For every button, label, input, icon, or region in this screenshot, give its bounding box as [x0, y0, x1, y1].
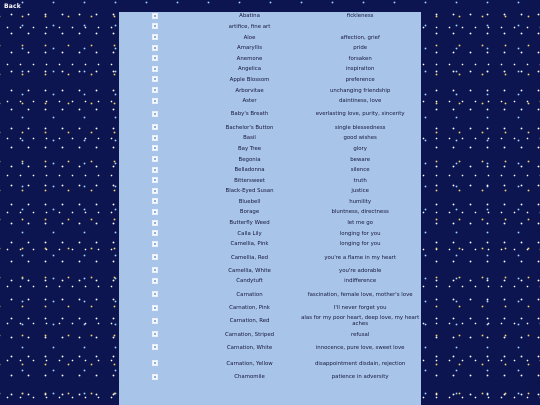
broken-image-icon: [152, 267, 158, 273]
flower-row: [119, 314, 421, 330]
flower-name: Baby's Breath: [230, 111, 269, 118]
flower-meaning: inspiraiton: [345, 66, 375, 73]
flower-name: Bittersweet: [234, 177, 265, 184]
flower-row: [119, 33, 421, 44]
broken-image-icon: [152, 230, 158, 236]
broken-image-icon: [152, 23, 158, 29]
flower-meaning: fickleness: [346, 13, 374, 20]
broken-image-icon: [152, 76, 158, 82]
flower-row: [119, 250, 421, 266]
flower-image-cell: [119, 54, 200, 65]
broken-image-icon: [152, 55, 158, 61]
flower-row: [119, 134, 421, 145]
broken-image-icon: [152, 291, 158, 297]
flower-image-cell: [119, 250, 200, 266]
flower-meaning: alas for my poor heart, deep love, my heart aches: [301, 315, 420, 328]
flower-name: Bluebell: [238, 198, 261, 205]
flower-row: [119, 123, 421, 134]
flower-name: Butterfly Weed: [229, 220, 270, 227]
flower-row: [119, 304, 421, 315]
flower-meaning: you're a flame in my heart: [324, 254, 396, 261]
broken-image-icon: [152, 241, 158, 247]
flower-row: [119, 23, 421, 34]
flower-name: Camellia, Red: [230, 254, 269, 261]
broken-image-icon: [152, 87, 158, 93]
flower-image-cell: [119, 155, 200, 166]
flower-row: [119, 145, 421, 156]
flower-image-cell: [119, 373, 200, 384]
flower-image-cell: [119, 229, 200, 240]
flower-name: artifice, fine art: [228, 23, 271, 30]
flower-name: Begonia: [238, 156, 261, 163]
flower-image-cell: [119, 288, 200, 304]
flower-image-cell: [119, 304, 200, 315]
flower-image-cell: [119, 277, 200, 288]
flower-meaning: justice: [351, 188, 369, 195]
flower-meaning: silence: [350, 167, 370, 174]
flower-meaning: disappointment disdain, rejection: [314, 360, 406, 367]
flower-meaning: humility: [349, 198, 372, 205]
flower-meaning: fascination, female love, mother's love: [307, 291, 413, 298]
flower-image-cell: [119, 240, 200, 251]
flower-row: [119, 208, 421, 219]
flower-image-cell: [119, 23, 200, 34]
flower-name: Aster: [242, 98, 257, 105]
flower-meaning: truth: [353, 177, 367, 184]
flower-image-cell: [119, 97, 200, 108]
flower-row: [119, 76, 421, 87]
flower-name: Basil: [243, 135, 256, 142]
flower-name: Amaryllis: [237, 45, 262, 52]
flower-image-cell: [119, 44, 200, 55]
broken-image-icon: [152, 374, 158, 380]
flower-image-cell: [119, 176, 200, 187]
flower-name: Carnation, White: [226, 344, 273, 351]
flower-row: [119, 44, 421, 55]
flower-image-cell: [119, 166, 200, 177]
flower-row: [119, 97, 421, 108]
flower-name: Candytuft: [236, 278, 263, 285]
back-link[interactable]: Back: [4, 3, 21, 10]
flower-image-cell: [119, 357, 200, 373]
flower-name: Chamomile: [234, 374, 265, 381]
flower-image-cell: [119, 208, 200, 219]
flower-meaning: beware: [350, 156, 371, 163]
flower-image-cell: [119, 198, 200, 209]
broken-image-icon: [152, 278, 158, 284]
flower-row: [119, 187, 421, 198]
broken-image-icon: [152, 156, 158, 162]
flower-meaning: refusal: [350, 331, 370, 338]
flower-row: [119, 357, 421, 373]
flower-row: [119, 54, 421, 65]
flower-name: Black-Eyed Susan: [225, 188, 274, 195]
flower-row: [119, 12, 421, 23]
flower-row: [119, 288, 421, 304]
flower-name: Carnation: [236, 291, 263, 298]
flower-name: Apple Blossom: [229, 76, 270, 83]
broken-image-icon: [152, 198, 158, 204]
flower-name: Carnation, Yellow: [226, 360, 273, 367]
flower-image-cell: [119, 145, 200, 156]
flower-name: Belladonna: [234, 167, 265, 174]
flower-row: [119, 176, 421, 187]
flower-name: Borage: [239, 209, 260, 216]
broken-image-icon: [152, 98, 158, 104]
flower-meaning: longing for you: [339, 230, 381, 237]
flower-name: Calla Lily: [237, 230, 262, 237]
flower-meaning: longing for you: [339, 241, 381, 248]
flower-image-cell: [119, 219, 200, 230]
broken-image-icon: [152, 360, 158, 366]
flower-name: Carnation, Red: [229, 318, 270, 325]
flower-meanings-table: [119, 12, 421, 383]
flower-name: Camellia, Pink: [230, 241, 269, 248]
flower-image-cell: [119, 134, 200, 145]
flower-meaning: let me go: [347, 220, 373, 227]
broken-image-icon: [152, 188, 158, 194]
flower-row: [119, 330, 421, 341]
flower-image-cell: [119, 341, 200, 357]
flower-row: [119, 229, 421, 240]
flower-row: [119, 155, 421, 166]
broken-image-icon: [152, 124, 158, 130]
flower-name: Bay Tree: [237, 145, 262, 152]
flower-meaning: daintiness, love: [338, 98, 382, 105]
flower-meaning: single blessedness: [334, 124, 386, 131]
flower-meaning: [299, 23, 421, 34]
flower-row: [119, 219, 421, 230]
broken-image-icon: [152, 13, 158, 19]
flower-meaning: pride: [353, 45, 368, 52]
flower-name: Bachelor's Button: [225, 124, 274, 131]
flower-row: [119, 266, 421, 277]
flower-image-cell: [119, 314, 200, 330]
flower-name: Carnation, Pink: [229, 305, 270, 312]
flower-meaning: everlasting love, purity, sincerity: [315, 111, 405, 118]
flower-row: [119, 107, 421, 123]
flower-image-cell: [119, 330, 200, 341]
broken-image-icon: [152, 111, 158, 117]
broken-image-icon: [152, 45, 158, 51]
flower-meaning: good wishes: [343, 135, 377, 142]
flower-meaning: indifference: [344, 278, 377, 285]
flower-image-cell: [119, 266, 200, 277]
flower-row: [119, 166, 421, 177]
flower-meaning: bluntness, directness: [331, 209, 389, 216]
flower-row: [119, 373, 421, 384]
broken-image-icon: [152, 318, 158, 324]
flower-image-cell: [119, 76, 200, 87]
flower-name: Carnation, Striped: [224, 331, 275, 338]
flower-row: [119, 65, 421, 76]
flower-name: Arborvitae: [235, 87, 264, 94]
broken-image-icon: [152, 135, 158, 141]
flower-name: Abatina: [239, 13, 260, 20]
flower-meaning: glory: [353, 145, 367, 152]
flower-meaning: patience in adversity: [331, 374, 389, 381]
broken-image-icon: [152, 331, 158, 337]
flower-image-cell: [119, 65, 200, 76]
flower-meaning: I'll never forget you: [333, 305, 387, 312]
flower-name: Angelica: [237, 66, 262, 73]
flower-image-cell: [119, 12, 200, 23]
flower-meaning: unchanging friendship: [329, 87, 391, 94]
broken-image-icon: [152, 305, 158, 311]
flower-image-cell: [119, 107, 200, 123]
broken-image-icon: [152, 177, 158, 183]
broken-image-icon: [152, 145, 158, 151]
broken-image-icon: [152, 254, 158, 260]
flower-image-cell: [119, 187, 200, 198]
broken-image-icon: [152, 34, 158, 40]
broken-image-icon: [152, 209, 158, 215]
flower-image-cell: [119, 123, 200, 134]
flower-row: [119, 86, 421, 97]
flower-name: Aloe: [243, 34, 256, 41]
flower-meaning: forsaken: [348, 55, 372, 62]
flower-name: Anemone: [236, 55, 263, 62]
broken-image-icon: [152, 220, 158, 226]
flower-row: [119, 277, 421, 288]
flower-row: [119, 240, 421, 251]
flower-image-cell: [119, 33, 200, 44]
flower-meaning: affection, grief: [340, 34, 380, 41]
flower-meanings-panel: [119, 12, 421, 405]
broken-image-icon: [152, 66, 158, 72]
broken-image-icon: [152, 344, 158, 350]
flower-name: Camellia, White: [228, 267, 271, 274]
flower-meaning: innocence, pure love, sweet love: [315, 344, 405, 351]
broken-image-icon: [152, 167, 158, 173]
flower-meaning: preference: [345, 76, 375, 83]
flower-rows: [119, 12, 421, 383]
flower-meaning: you're adorable: [339, 267, 382, 274]
flower-row: [119, 341, 421, 357]
flower-row: [119, 198, 421, 209]
flower-image-cell: [119, 86, 200, 97]
